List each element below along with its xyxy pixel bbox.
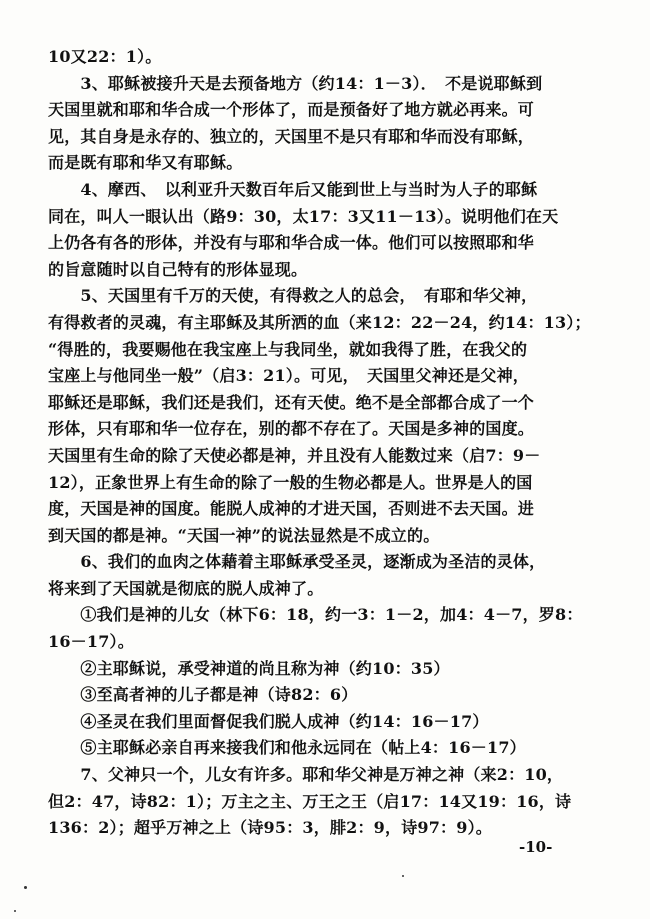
- text-line: 的旨意随时以自己特有的形体显现。: [48, 259, 308, 279]
- text-line: 5、天国里有千万的天使，有得救之人的总会， 有耶和华父神，: [48, 286, 538, 306]
- text-line: 3、耶稣被接升天是去预备地方（约14：1－3）． 不是说耶稣到: [48, 73, 543, 93]
- text-line: ④圣灵在我们里面督促我们脱人成神（约14：16－17）: [48, 711, 489, 731]
- body-text: [48, 44, 618, 842]
- text-line: ①我们是神的儿女（林下6：18，约一3：1－2，加4：4－7，罗8：: [48, 605, 583, 625]
- scan-speck: [402, 875, 404, 877]
- scan-speck: [14, 910, 16, 912]
- page-number: -10-: [519, 838, 553, 856]
- text-line: 宝座上与他同坐一般”（启3：21）。可见， 天国里父神还是父神，: [48, 366, 530, 386]
- text-line: 有得救者的灵魂，有主耶稣及其所洒的血（来12：22－24，约14：13）；: [48, 312, 591, 332]
- text-line: 天国里有生命的除了天使必都是神，并且没有人能数过来（启7：9－: [48, 445, 541, 465]
- text-line: 形体，只有耶和华一位存在，别的都不存在了。天国是多神的国度。: [48, 419, 535, 439]
- text-line: 而是既有耶和华又有耶稣。: [48, 153, 243, 173]
- text-line: 7、父神只一个，儿女有许多。耶和华父神是万神之神（来2：10，: [48, 765, 564, 785]
- text-line: 136：2）；超乎万神之上（诗95：3，腓2：9，诗97：9）。: [48, 818, 492, 838]
- text-line: 16－17）。: [48, 632, 134, 652]
- text-line: 12），正象世界上有生命的除了一般的生物必都是人。世界是人的国: [48, 472, 533, 492]
- text-line: 10又22：1）。: [48, 47, 162, 66]
- text-line: 4、摩西、 以利亚升天数百年后又能到世上与当时为人子的耶稣: [48, 179, 538, 199]
- text-line: 上仍各有各的形体，并没有与耶和华合成一体。他们可以按照耶和华: [48, 233, 535, 253]
- text-line: 耶稣还是耶稣，我们还是我们，还有天使。绝不是全部都合成了一个: [48, 392, 535, 412]
- text-line: 6、我们的血肉之体藉着主耶稣承受圣灵，逐渐成为圣洁的灵体，: [48, 552, 546, 572]
- text-line: ③至高者神的儿子都是神（诗82：6）: [48, 685, 358, 705]
- text-line: ⑤主耶稣必亲自再来接我们和他永远同在（帖上4：16－17）: [48, 738, 526, 758]
- text-line: 到天国的都是神。“天国一神”的说法显然是不成立的。: [48, 525, 440, 545]
- text-line: 将来到了天国就是彻底的脱人成神了。: [48, 578, 324, 598]
- text-line: 但2：47，诗82：1）；万主之主、万王之王（启17：14又19：16，诗: [48, 791, 572, 811]
- text-line: 度，天国是神的国度。能脱人成神的才进天国，否则进不去天国。进: [48, 499, 535, 519]
- text-line: ②主耶稣说，承受神道的尚且称为神（约10：35）: [48, 658, 450, 678]
- text-line: 见，其自身是永存的、独立的，天国里不是只有耶和华而没有耶稣，: [48, 126, 535, 146]
- scan-speck: [24, 886, 27, 889]
- text-line: 天国里就和耶和华合成一个形体了，而是预备好了地方就必再来。可: [48, 100, 535, 120]
- text-line: 同在，叫人一眼认出（路9：30，太17：3又11－13）。说明他们在天: [48, 206, 559, 226]
- text-line: “得胜的，我要赐他在我宝座上与我同坐，就如我得了胜，在我父的: [48, 339, 528, 359]
